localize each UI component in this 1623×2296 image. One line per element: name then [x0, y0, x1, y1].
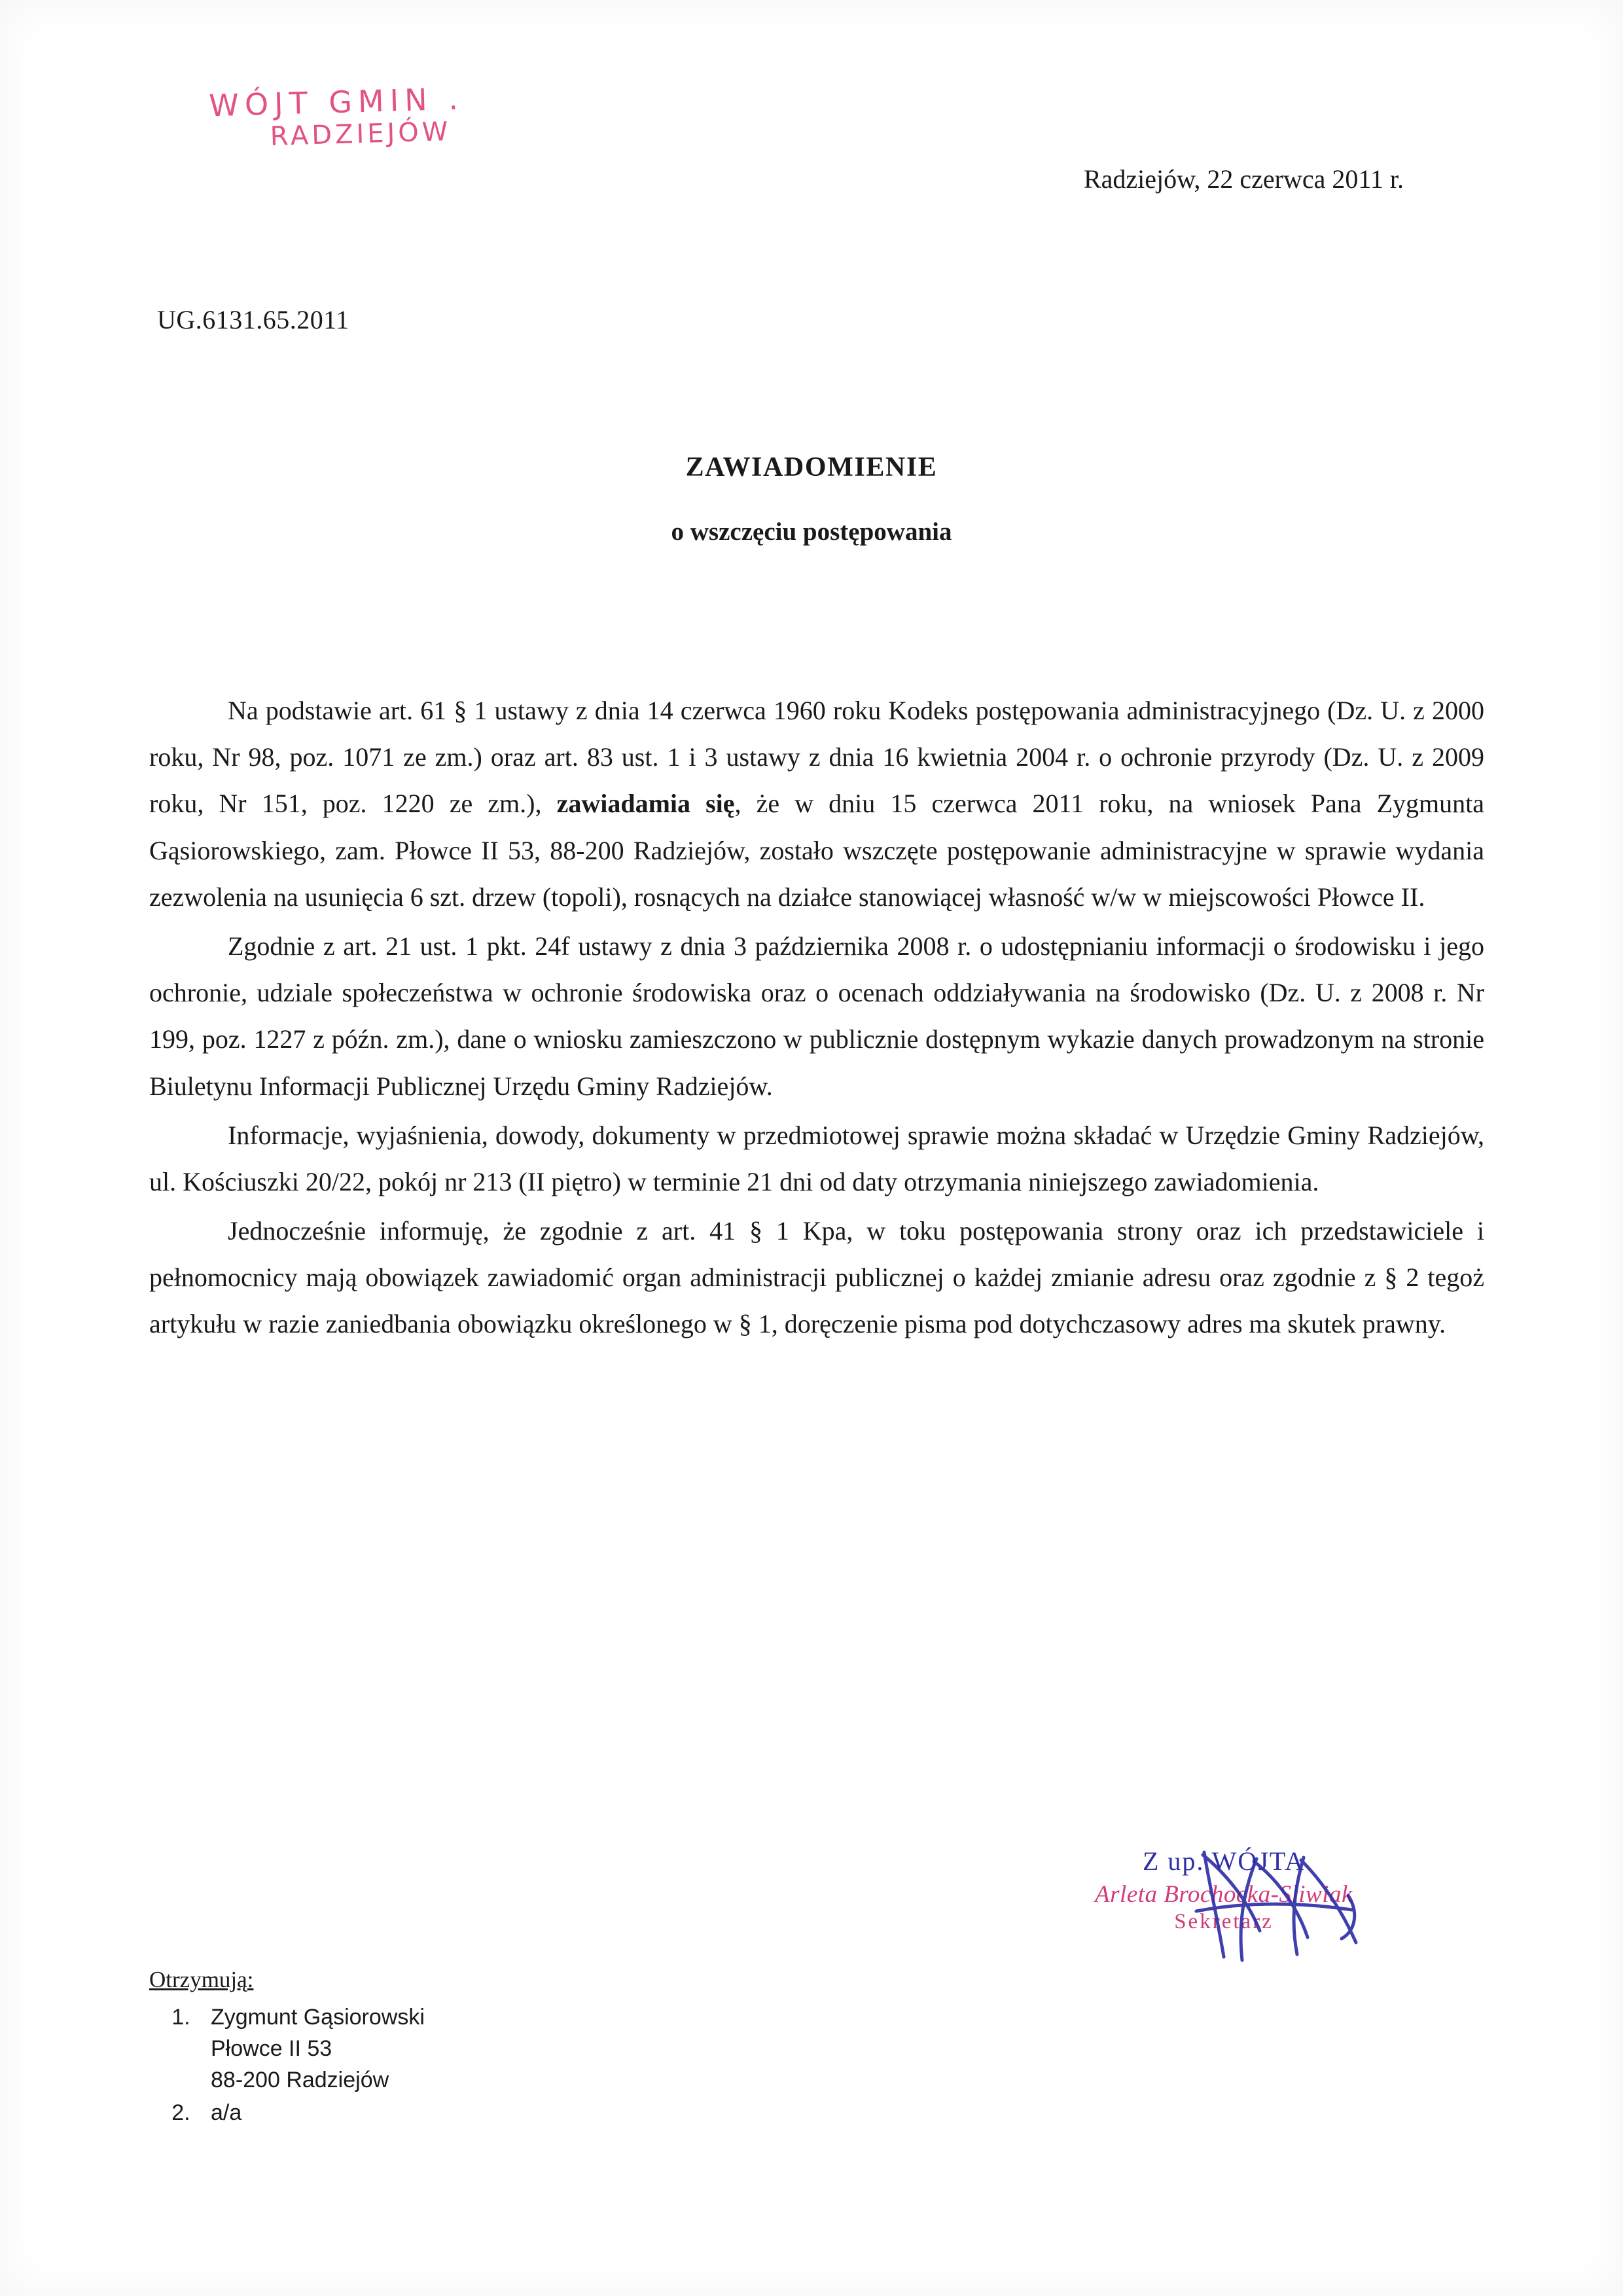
recipient-name: 1. Zygmunt Gąsiorowski — [211, 2004, 425, 2030]
signature-role-line: Z up. WÓJTA — [1142, 1846, 1306, 1876]
recipient-address-line-1: Płowce II 53 — [211, 2036, 332, 2061]
recipient-address-line-2: 88-200 Radziejów — [211, 2068, 389, 2093]
paragraph-1-text-after-bold: , że w dniu 15 czerwca 2011 roku, na wniosek Pana Zygmunta Gąsiorowskiego, zam. Płowce II 53, 88-200 Radziejów, zostało wszczęte postępowanie administracyjne w sprawie wydania zezwolenia na usunięcia 6 szt. drzew (topoli), rosnących na działce stanowiącej własność w/w w miejscowości Płowce II. — [149, 789, 1484, 912]
office-stamp-line-2: RADZIEJÓW — [270, 117, 452, 152]
place-and-date: Radziejów, 22 czerwca 2011 r. — [1083, 164, 1404, 194]
paragraph-1-emphasis: zawiadamia się — [556, 789, 735, 819]
reference-number: UG.6131.65.2011 — [157, 305, 349, 334]
body-paragraph-1 — [149, 687, 1484, 920]
list-item — [196, 2097, 425, 2128]
signature-block — [1021, 1846, 1427, 1934]
recipients-block — [149, 1964, 425, 2130]
paragraph-1-text-before-bold: Na podstawie art. 61 § 1 ustawy z dnia 14 czerwca 1960 roku Kodeks postępowania administracyjnego (Dz. U. z 2000 roku, Nr 98, poz. 1071 ze zm.) oraz art. 83 ust. 1 i 3 ustawy z dnia 16 kwietnia 2004 r. o ochronie przyrody (Dz. U. z 2009 roku, Nr 151, poz. 1220 ze zm.), — [149, 696, 1484, 819]
office-stamp-line-1: WÓJT GMIN . — [208, 81, 465, 124]
document-title: ZAWIADOMIENIE — [685, 452, 938, 482]
recipient-name: 2. a/a — [211, 2100, 242, 2126]
document-body — [149, 687, 1484, 1348]
body-paragraph-4: Jednocześnie informuję, że zgodnie z art. 41 § 1 Kpa, w toku postępowania strony oraz ich przedstawiciele i pełnomocnicy mają obowiązek zawiadomić organ administracji publicznej o każdej zmianie adresu oraz zgodnie z § 2 tegoż artykułu w razie zaniedbania obowiązku określonego w § 1, doręczenie pisma pod dotychczasowy adres ma skutek prawny. — [149, 1216, 1484, 1339]
signature-name-line: Arleta Brochocka-Sliwiak — [1095, 1881, 1353, 1908]
document-subtitle: o wszczęciu postępowania — [671, 518, 952, 546]
recipients-list — [149, 2001, 425, 2129]
body-paragraph-3: Informacje, wyjaśnienia, dowody, dokumenty w przedmiotowej sprawie można składać w Urzędzie Gminy Radziejów, ul. Kościuszki 20/22, pokój nr 213 (II piętro) w terminie 21 dni od daty otrzymania niniejszego zawiadomienia. — [149, 1120, 1484, 1196]
recipients-label: Otrzymują: — [149, 1967, 254, 1992]
signature-title-line: Sekretarz — [1174, 1910, 1274, 1933]
office-stamp — [209, 82, 465, 154]
list-item — [196, 2001, 425, 2096]
body-paragraph-2: Zgodnie z art. 21 ust. 1 pkt. 24f ustawy z dnia 3 października 2008 r. o udostępnianiu informacji o środowisku i jego ochronie, udziale społeczeństwa w ochronie środowiska oraz o ocenach oddziaływania na środowisko (Dz. U. z 2008 r. Nr 199, poz. 1227 z późn. zm.), dane o wniosku zamieszczono w publicznie dostępnym wykazie danych prowadzonym na stronie Biuletynu Informacji Publicznej Urzędu Gminy Radziejów. — [149, 931, 1484, 1101]
